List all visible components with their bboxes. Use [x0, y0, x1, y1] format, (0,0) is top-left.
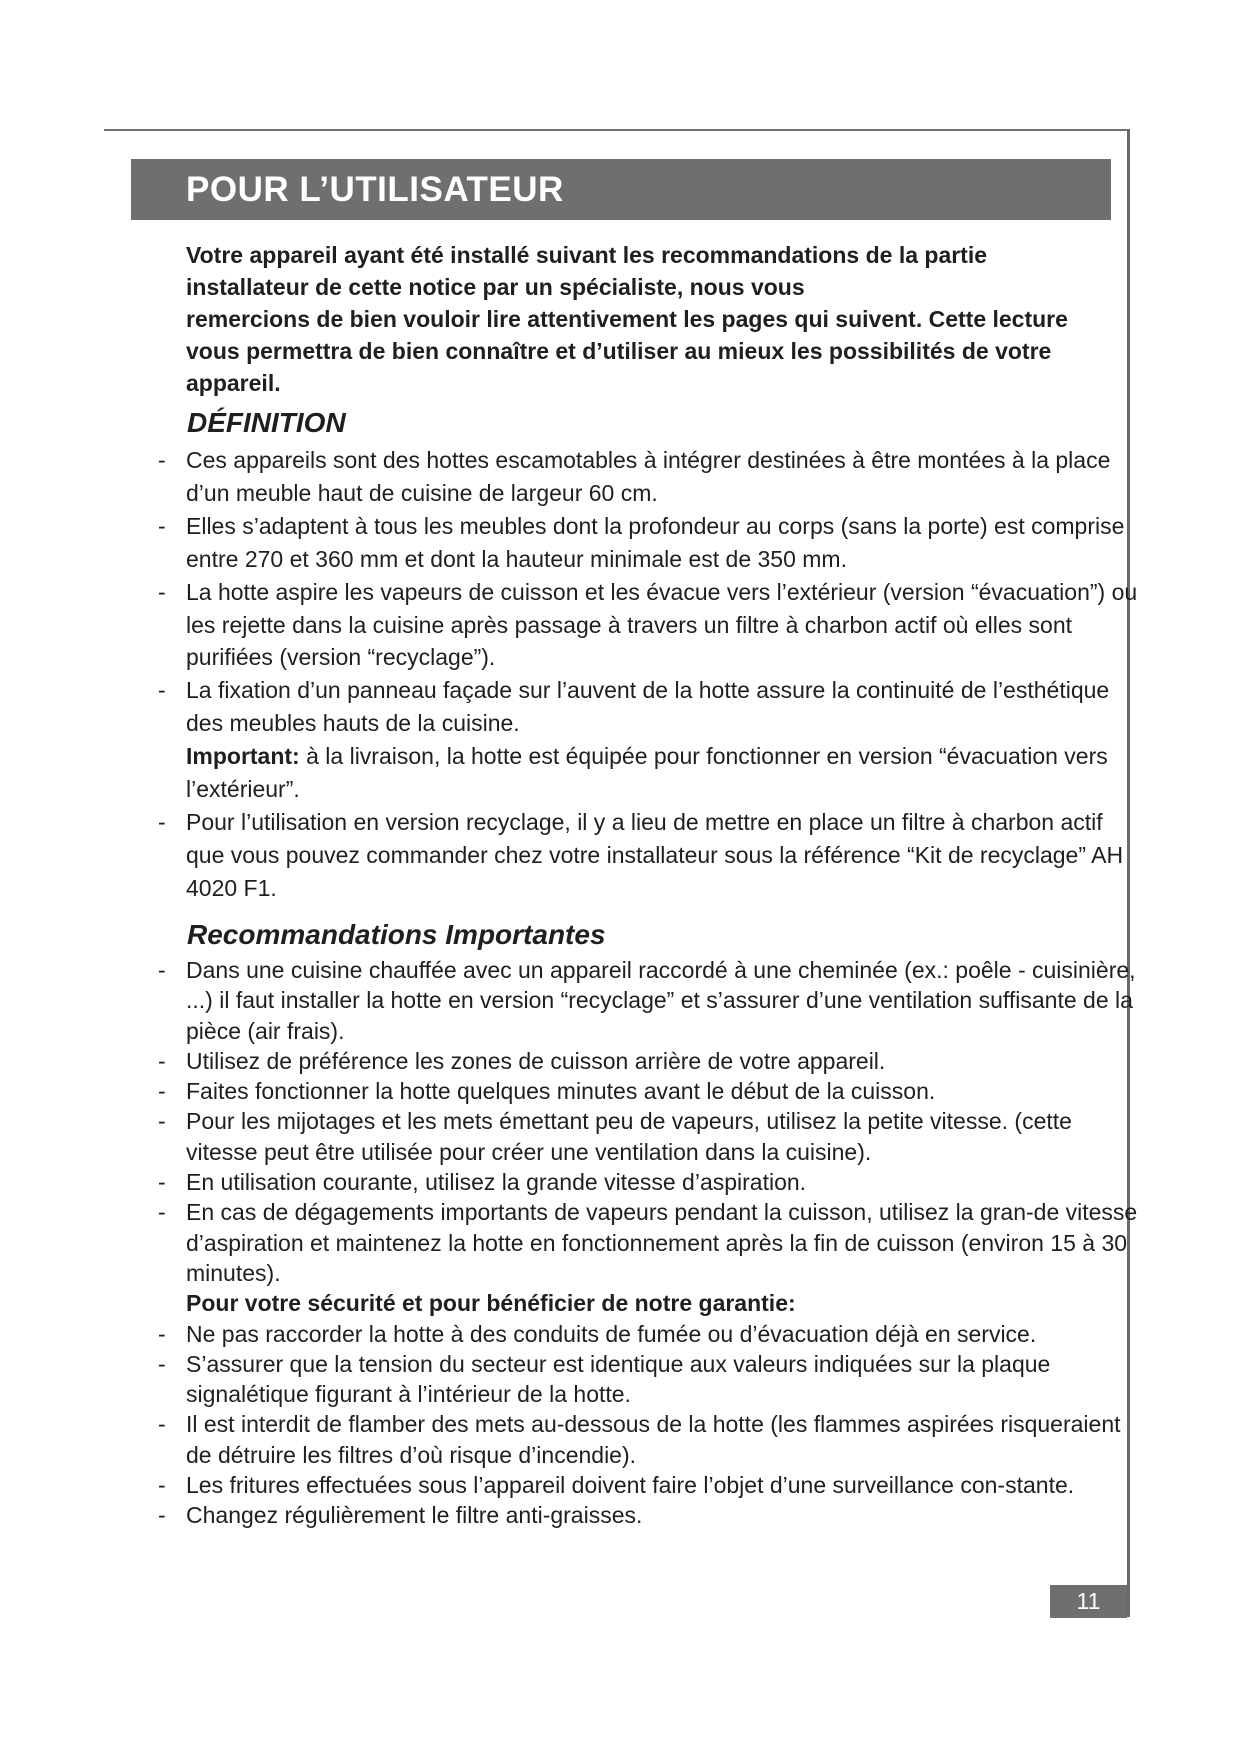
list-item-text: Pour les mijotages et les mets émettant peu de vapeurs, utilisez la petite vitesse. (cette vitesse peut être utilisée pour créer une ventilation dans la cuisine). [186, 1108, 1072, 1165]
list-item [158, 1046, 1138, 1076]
list-item-text: Elles s’adaptent à tous les meubles dont la profondeur au corps (sans la porte) est comprise entre 270 et 360 mm et dont la hauteur minimale est de 350 mm. [186, 512, 1125, 572]
bullet-dash: - [158, 1199, 166, 1226]
list-item [158, 1167, 1138, 1197]
list-item [158, 1106, 1138, 1167]
list-item [158, 1500, 1138, 1530]
bullet-dash: - [158, 1169, 166, 1196]
intro-paragraph: Votre appareil ayant été installé suivant les recommandations de la partie installateur de cette notice par un spécialiste, nous vous remercions de bien vouloir lire attentivement les pages qui suivent. Cette lecture vous permettra de bien connaître et d’utiliser au mieux les possibilités de votre appareil. [186, 242, 1068, 396]
definition-heading: DÉFINITION [187, 407, 346, 438]
list-item [158, 444, 1138, 510]
bullet-dash: - [158, 677, 166, 704]
recommendations-list [158, 955, 1138, 1531]
bullet-dash: - [158, 512, 166, 539]
list-item-text: La fixation d’un panneau façade sur l’auvent de la hotte assure la continuité de l’esthétique des meubles hauts de la cuisine. [186, 677, 1110, 737]
bullet-dash: - [158, 1350, 166, 1377]
bullet-dash: - [158, 1472, 166, 1499]
page-title: POUR L’UTILISATEUR [131, 159, 1111, 220]
list-item-text: Pour l’utilisation en version recyclage, il y a lieu de mettre en place un filtre à charbon actif que vous pouvez commander chez votre installateur sous la référence “Kit de recyclage” AH 4020 F1. [186, 808, 1124, 901]
definition-list [158, 444, 1138, 905]
list-item [158, 1470, 1138, 1500]
bullet-dash: - [158, 1502, 166, 1529]
important-text: à la livraison, la hotte est équipée pour fonctionner en version “évacuation vers l’extérieur”. [186, 743, 1108, 803]
bullet-dash: - [158, 1320, 166, 1347]
list-item-text: S’assurer que la tension du secteur est identique aux valeurs indiquées sur la plaque signalétique figurant à l’intérieur de la hotte. [186, 1350, 1051, 1408]
list-item-text: Faites fonctionner la hotte quelques minutes avant le début de la cuisson. [186, 1078, 936, 1105]
list-item [158, 1409, 1138, 1470]
bullet-dash: - [158, 1108, 166, 1135]
list-item [158, 510, 1138, 576]
list-item [158, 955, 1138, 1046]
list-item [158, 1349, 1138, 1410]
bullet-dash: - [158, 957, 166, 983]
recommendations-heading: Recommandations Importantes [187, 919, 606, 950]
frame-top-rule [104, 129, 1129, 131]
list-item [158, 1076, 1138, 1106]
list-item [158, 1319, 1138, 1349]
list-item-text: Ces appareils sont des hottes escamotables à intégrer destinées à être montées à la place d’un meuble haut de cuisine de largeur 60 cm. [186, 447, 1111, 506]
page-number: 11 [1050, 1585, 1127, 1618]
important-label: Important: [186, 743, 300, 770]
safety-heading: Pour votre sécurité et pour bénéficier de notre garantie: [186, 1290, 796, 1317]
list-item [158, 806, 1138, 905]
list-item-text: Il est interdit de flamber des mets au-dessous de la hotte (les flammes aspirées risqueraient de détruire les filtres d’où risque d’incendie). [186, 1411, 1121, 1468]
bullet-dash: - [158, 1078, 166, 1105]
bullet-dash: - [158, 447, 166, 473]
list-item-text: Utilisez de préférence les zones de cuisson arrière de votre appareil. [186, 1047, 886, 1074]
list-item-text: La hotte aspire les vapeurs de cuisson et les évacue vers l’extérieur (version “évacuation”) ou les rejette dans la cuisine après passage à travers un filtre à charbon actif où elles sont purifiées (version “recyclage”). [186, 578, 1138, 671]
list-item-text: Changez régulièrement le filtre anti-graisses. [186, 1502, 643, 1529]
bullet-dash: - [158, 1411, 166, 1438]
list-item-text: Ne pas raccorder la hotte à des conduits de fumée ou d’évacuation déjà en service. [186, 1320, 1037, 1347]
list-item [158, 576, 1138, 675]
bullet-dash: - [158, 1047, 166, 1074]
important-note [158, 740, 1138, 806]
bullet-dash: - [158, 808, 166, 835]
list-item-text: Dans une cuisine chauffée avec un appareil raccordé à une cheminée (ex.: poêle - cuisinière, ...) il faut installer la hotte en version “recyclage” et s’assurer d’une ventilation suffisante de la pièce (air frais). [186, 957, 1136, 1044]
bullet-dash: - [158, 578, 166, 605]
list-item-text: En cas de dégagements importants de vapeurs pendant la cuisson, utilisez la gran-de vitesse d’aspiration et maintenez la hotte en fonctionnement après la fin de cuisson (environ 15 à 30 minutes). [186, 1199, 1138, 1286]
list-item-text: En utilisation courante, utilisez la grande vitesse d’aspiration. [186, 1169, 807, 1196]
list-item [158, 1197, 1138, 1288]
list-item [158, 674, 1138, 740]
list-item-text: Les fritures effectuées sous l’appareil doivent faire l’objet d’une surveillance con-stante. [186, 1472, 1075, 1499]
